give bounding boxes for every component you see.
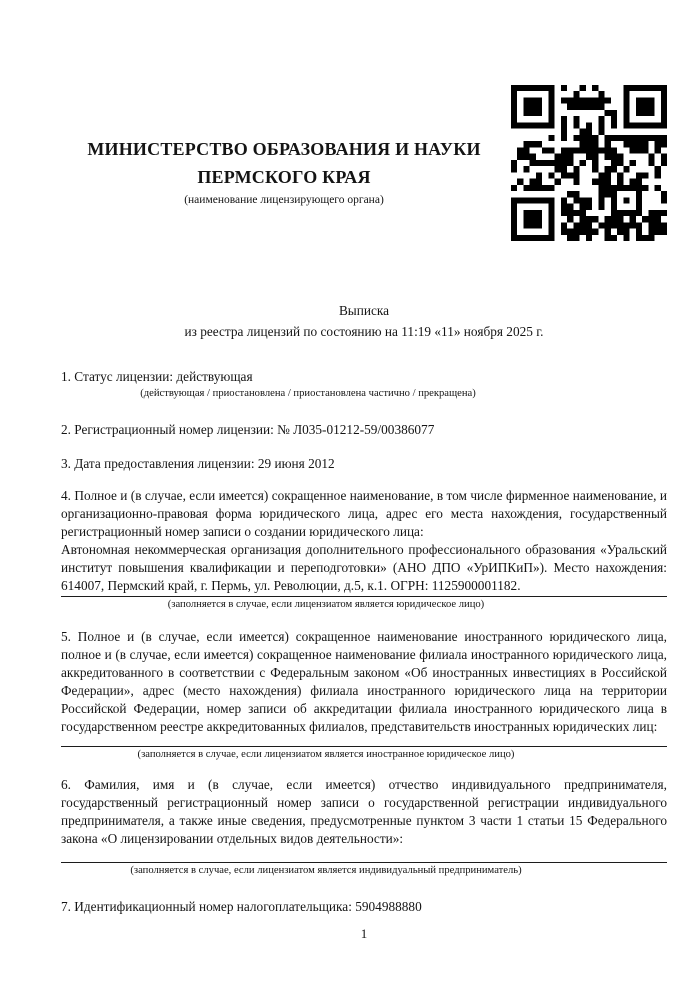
item-registration-number: 2. Регистрационный номер лицензии: № Л035-01212-59/00386077 bbox=[61, 422, 435, 437]
item-license-status-caption: (действующая / приостановлена / приостановлена частично / прекращена) bbox=[140, 388, 476, 399]
item-foreign-entity-caption: (заполняется в случае, если лицензиатом является иностранное юридическое лицо) bbox=[137, 749, 515, 760]
ministry-name bbox=[61, 135, 507, 191]
fill-line-individual-entrepreneur bbox=[61, 862, 667, 863]
item-legal-entity-caption: (заполняется в случае, если лицензиатом является юридическое лицо) bbox=[167, 599, 485, 610]
qr-code bbox=[511, 85, 667, 241]
fill-line-foreign-entity bbox=[61, 746, 667, 747]
item-license-date: 3. Дата предоставления лицензии: 29 июня 2012 bbox=[61, 456, 335, 471]
item-legal-entity bbox=[61, 487, 667, 612]
ministry-name-line2: ПЕРМСКОГО КРАЯ bbox=[197, 167, 371, 187]
document-title bbox=[61, 300, 667, 342]
item-license-status bbox=[61, 368, 667, 401]
fill-line-legal-entity bbox=[61, 596, 667, 597]
items-list bbox=[61, 368, 667, 916]
item-legal-entity-label: 4. Полное и (в случае, если имеется) сокращенное наименование, в том числе фирменное наименование, и организационно-правовая форма юридического лица, адрес его места нахождения, государственный регистрационный номер записи о создании юридического лица: bbox=[61, 488, 667, 539]
item-foreign-entity-label: 5. Полное и (в случае, если имеется) сокращенное наименование иностранного юридического лица, полное и (в случае, если имеется) сокращенное наименование филиала иностранного юридического лица, аккредитованного в соответствии с Федеральным законом «Об иностранных инвестициях в Российской Федерации», адрес (место нахождения) филиала иностранного юридического лица на территории Российской Федерации, номер записи об аккредитации филиала иностранного юридического лица в государственном реестре аккредитованных филиалов, представительств иностранных юридических лиц: bbox=[61, 629, 667, 734]
qr-code-svg bbox=[511, 85, 667, 241]
page-number: 1 bbox=[360, 926, 368, 941]
item-license-status-text: 1. Статус лицензии: действующая bbox=[61, 369, 253, 384]
ministry-caption: (наименование лицензирующего органа) bbox=[184, 194, 384, 206]
document-title-line1: Выписка bbox=[338, 303, 390, 318]
item-individual-entrepreneur-caption: (заполняется в случае, если лицензиатом является индивидуальный предприниматель) bbox=[130, 865, 522, 876]
item-individual-entrepreneur bbox=[61, 776, 667, 878]
licensing-authority-block bbox=[61, 135, 507, 206]
item-taxpayer-number: 7. Идентификационный номер налогоплательщика: 5904988880 bbox=[61, 899, 422, 914]
document-header bbox=[61, 85, 667, 241]
item-individual-entrepreneur-label: 6. Фамилия, имя и (в случае, если имеется) отчество индивидуального предпринимателя, государственный регистрационный номер записи о государственной регистрации индивидуального предпринимателя, а также иные сведения, предусмотренные пунктом 3 части 1 статьи 15 Федерального закона «О лицензировании отдельных видов деятельности»: bbox=[61, 777, 667, 846]
document-content bbox=[61, 0, 667, 916]
item-foreign-entity bbox=[61, 628, 667, 762]
document-title-line2: из реестра лицензий по состоянию на 11:19 «11» ноября 2025 г. bbox=[184, 324, 544, 339]
ministry-name-line1: МИНИСТЕРСТВО ОБРАЗОВАНИЯ И НАУКИ bbox=[87, 139, 481, 159]
item-legal-entity-value: Автономная некоммерческая организация дополнительного профессионального образования «Уральский институт повышения квалификации и переподготовки» (АНО ДПО «УрИПКиП»). Место нахождения: 614007, Пермский край, г. Пермь, ул. Революции, д.5, к.1. ОГРН: 1125900001182. bbox=[61, 542, 667, 593]
